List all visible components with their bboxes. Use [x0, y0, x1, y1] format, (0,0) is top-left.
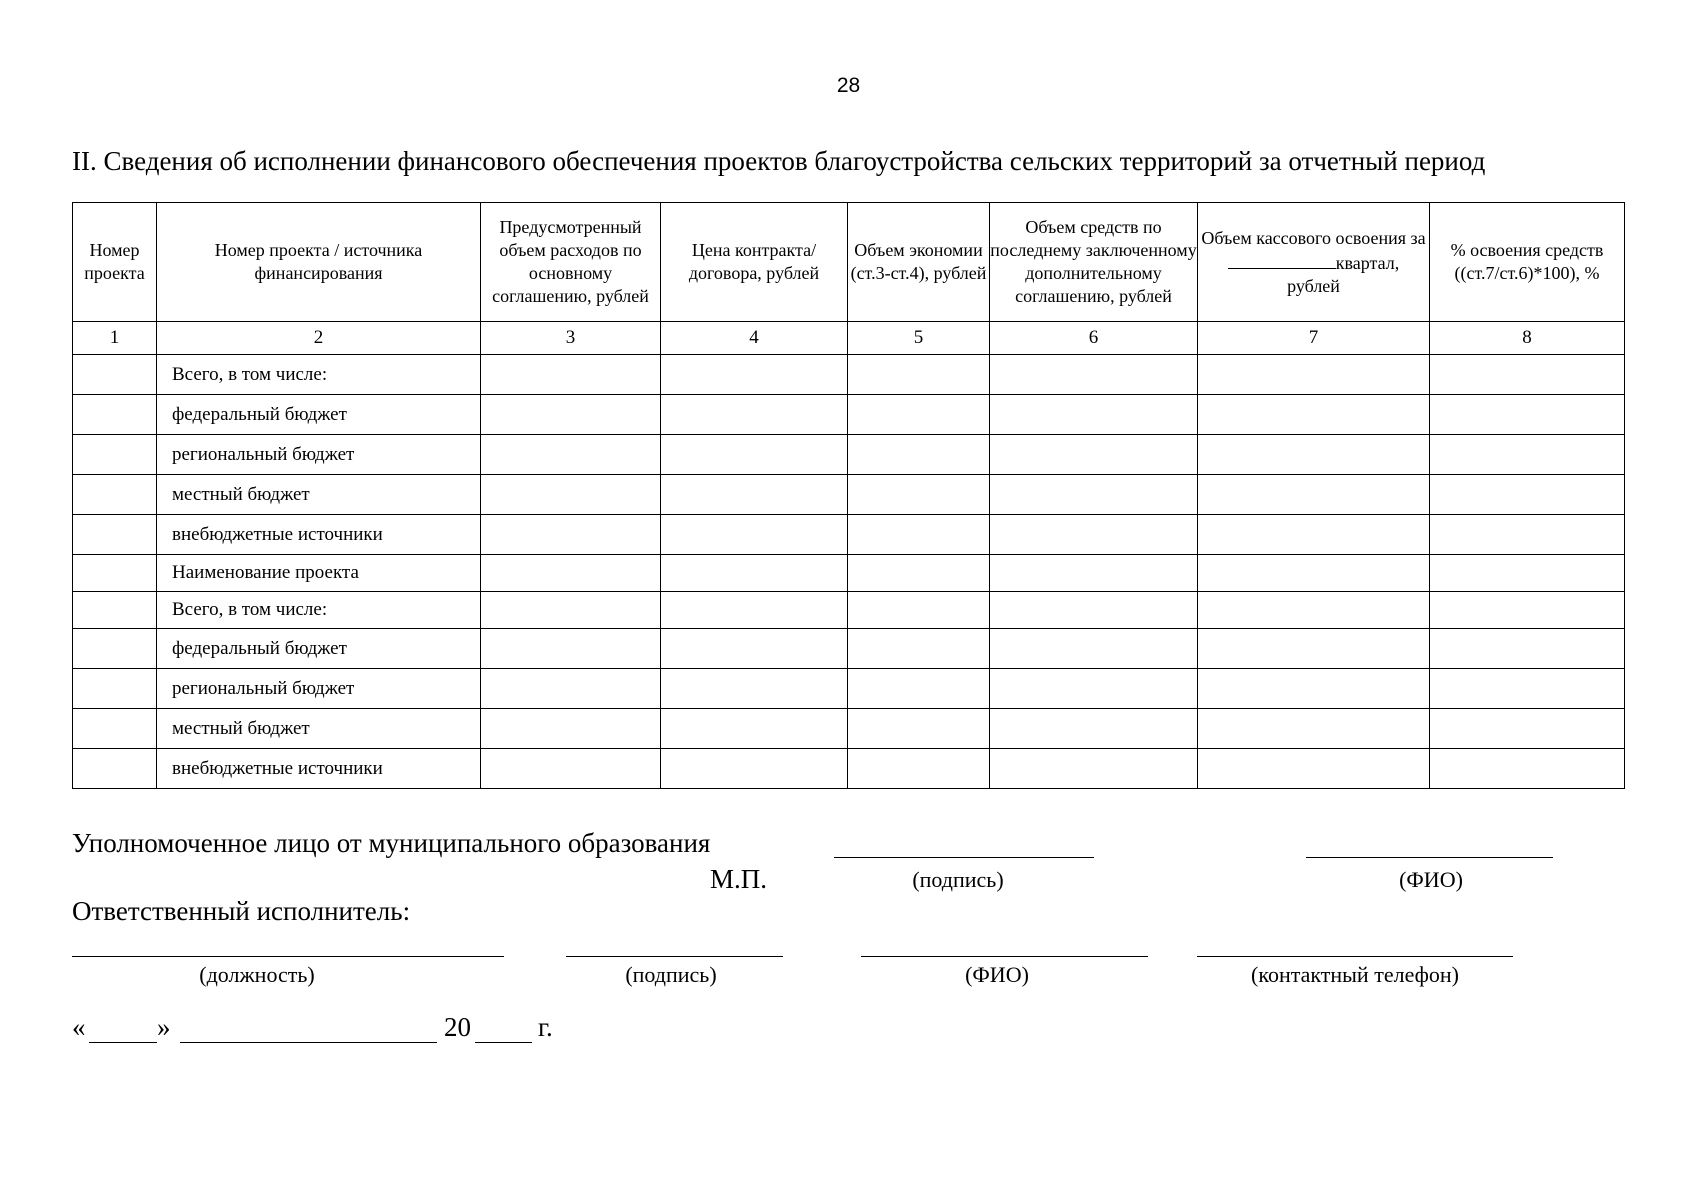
column-number: 1 — [73, 322, 157, 355]
value-cell[interactable] — [1198, 475, 1430, 515]
value-cell[interactable] — [481, 629, 661, 669]
value-cell[interactable] — [661, 395, 848, 435]
value-cell[interactable] — [661, 515, 848, 555]
value-cell[interactable] — [1198, 629, 1430, 669]
row-label: внебюджетные источники — [157, 749, 481, 789]
header-contract-price: Цена контракта/договора, рублей — [661, 203, 848, 322]
value-cell[interactable] — [848, 749, 990, 789]
column-number: 2 — [157, 322, 481, 355]
project-number-cell[interactable] — [73, 395, 157, 435]
project-number-cell[interactable] — [73, 749, 157, 789]
value-cell[interactable] — [1430, 709, 1625, 749]
value-cell[interactable] — [848, 555, 990, 592]
value-cell[interactable] — [990, 709, 1198, 749]
financial-report-table — [72, 202, 1625, 789]
value-cell[interactable] — [1198, 669, 1430, 709]
date-close-quote: » — [157, 1012, 171, 1042]
value-cell[interactable] — [1198, 355, 1430, 395]
name-caption: (ФИО) — [1399, 867, 1463, 892]
value-cell[interactable] — [1198, 395, 1430, 435]
table-header-row — [73, 203, 1625, 322]
value-cell[interactable] — [661, 555, 848, 592]
authorized-signature-line[interactable] — [834, 857, 1094, 858]
value-cell[interactable] — [481, 669, 661, 709]
table-row — [73, 515, 1625, 555]
executor-signature-caption: (подпись) — [625, 962, 717, 987]
header-planned-expenses: Предусмотренный объем расходов по основному соглашению, рублей — [481, 203, 661, 322]
position-line[interactable] — [72, 956, 504, 957]
value-cell[interactable] — [481, 749, 661, 789]
value-cell[interactable] — [1430, 435, 1625, 475]
row-label: федеральный бюджет — [157, 629, 481, 669]
value-cell[interactable] — [1198, 749, 1430, 789]
header-cash-execution-label: Объем кассового освоения за — [1201, 227, 1426, 248]
signature-caption: (подпись) — [912, 867, 1004, 892]
phone-line[interactable] — [1197, 956, 1513, 957]
value-cell[interactable] — [481, 395, 661, 435]
value-cell[interactable] — [848, 515, 990, 555]
row-label: местный бюджет — [157, 475, 481, 515]
value-cell[interactable] — [990, 355, 1198, 395]
executor-name-line[interactable] — [861, 956, 1148, 957]
value-cell[interactable] — [481, 435, 661, 475]
authorized-name-line[interactable] — [1306, 857, 1553, 858]
value-cell[interactable] — [848, 475, 990, 515]
header-project-number: Номер проекта — [73, 203, 157, 322]
value-cell[interactable] — [1430, 555, 1625, 592]
value-cell[interactable] — [661, 435, 848, 475]
value-cell[interactable] — [661, 749, 848, 789]
position-caption: (должность) — [199, 962, 315, 987]
column-number: 6 — [990, 322, 1198, 355]
header-savings: Объем экономии (ст.3-ст.4), рублей — [848, 203, 990, 322]
header-cash-execution-unit: рублей — [1287, 275, 1340, 296]
column-number: 4 — [661, 322, 848, 355]
table-row — [73, 435, 1625, 475]
column-number: 3 — [481, 322, 661, 355]
value-cell[interactable] — [1430, 515, 1625, 555]
value-cell[interactable] — [1198, 435, 1430, 475]
table-row — [73, 749, 1625, 789]
row-label: местный бюджет — [157, 709, 481, 749]
date-day-blank[interactable] — [89, 1042, 157, 1043]
authorized-person-label: Уполномоченное лицо от муниципального образования — [72, 828, 711, 858]
value-cell[interactable] — [848, 355, 990, 395]
table-row — [73, 555, 1625, 592]
column-number: 7 — [1198, 322, 1430, 355]
row-label: федеральный бюджет — [157, 395, 481, 435]
table-row — [73, 709, 1625, 749]
value-cell[interactable] — [1198, 592, 1430, 629]
value-cell[interactable] — [481, 555, 661, 592]
column-number: 8 — [1430, 322, 1625, 355]
value-cell[interactable] — [661, 669, 848, 709]
header-execution-percent: % освоения средств ((ст.7/ст.6)*100), % — [1430, 203, 1625, 322]
value-cell[interactable] — [990, 592, 1198, 629]
project-number-cell[interactable] — [73, 355, 157, 395]
table-row — [73, 592, 1625, 629]
phone-caption: (контактный телефон) — [1251, 962, 1459, 987]
value-cell[interactable] — [990, 555, 1198, 592]
quarter-blank[interactable] — [1228, 250, 1336, 269]
table-row — [73, 629, 1625, 669]
header-cash-execution — [1198, 203, 1430, 322]
value-cell[interactable] — [661, 355, 848, 395]
project-number-cell[interactable] — [73, 709, 157, 749]
value-cell[interactable] — [481, 475, 661, 515]
project-number-cell[interactable] — [73, 475, 157, 515]
value-cell[interactable] — [1430, 355, 1625, 395]
row-label: Всего, в том числе: — [157, 592, 481, 629]
project-number-cell[interactable] — [73, 435, 157, 475]
date-month-blank[interactable] — [180, 1042, 437, 1043]
value-cell[interactable] — [990, 395, 1198, 435]
column-number-row — [73, 322, 1625, 355]
value-cell[interactable] — [848, 709, 990, 749]
value-cell[interactable] — [481, 709, 661, 749]
value-cell[interactable] — [481, 515, 661, 555]
project-number-cell[interactable] — [73, 515, 157, 555]
header-funding-source: Номер проекта / источника финансирования — [157, 203, 481, 322]
value-cell[interactable] — [661, 629, 848, 669]
date-open-quote: « — [72, 1012, 86, 1042]
row-label: Наименование проекта — [157, 555, 481, 592]
row-label: Всего, в том числе: — [157, 355, 481, 395]
value-cell[interactable] — [1430, 395, 1625, 435]
date-year-suffix: г. — [538, 1012, 553, 1042]
value-cell[interactable] — [848, 435, 990, 475]
value-cell[interactable] — [848, 629, 990, 669]
value-cell[interactable] — [661, 709, 848, 749]
value-cell[interactable] — [1198, 555, 1430, 592]
value-cell[interactable] — [481, 355, 661, 395]
project-number-cell[interactable] — [73, 555, 157, 592]
project-number-cell[interactable] — [73, 629, 157, 669]
value-cell[interactable] — [990, 475, 1198, 515]
value-cell[interactable] — [661, 592, 848, 629]
project-number-cell[interactable] — [73, 669, 157, 709]
project-number-cell[interactable] — [73, 592, 157, 629]
stamp-label: М.П. — [710, 864, 768, 894]
executor-name-caption: (ФИО) — [965, 962, 1029, 987]
value-cell[interactable] — [1430, 475, 1625, 515]
value-cell[interactable] — [1430, 669, 1625, 709]
value-cell[interactable] — [848, 592, 990, 629]
executor-signature-line[interactable] — [566, 956, 783, 957]
value-cell[interactable] — [990, 515, 1198, 555]
value-cell[interactable] — [1198, 709, 1430, 749]
header-quarter-suffix: квартал, — [1335, 252, 1400, 273]
table-row — [73, 355, 1625, 395]
table-row — [73, 669, 1625, 709]
value-cell[interactable] — [990, 669, 1198, 709]
table-row — [73, 395, 1625, 435]
value-cell[interactable] — [1198, 515, 1430, 555]
value-cell[interactable] — [848, 395, 990, 435]
row-label: региональный бюджет — [157, 669, 481, 709]
value-cell[interactable] — [990, 749, 1198, 789]
row-label: региональный бюджет — [157, 435, 481, 475]
row-label: внебюджетные источники — [157, 515, 481, 555]
value-cell[interactable] — [1430, 592, 1625, 629]
section-title: II. Сведения об исполнении финансового обеспечения проектов благоустройства сельских территорий за отчетный период — [72, 146, 1486, 176]
value-cell[interactable] — [661, 475, 848, 515]
executor-label: Ответственный исполнитель: — [72, 896, 411, 926]
table-row — [73, 475, 1625, 515]
date-year-blank[interactable] — [475, 1042, 532, 1043]
value-cell[interactable] — [1430, 629, 1625, 669]
value-cell[interactable] — [990, 435, 1198, 475]
value-cell[interactable] — [990, 629, 1198, 669]
value-cell[interactable] — [848, 669, 990, 709]
page-number: 28 — [836, 74, 861, 97]
date-century: 20 — [444, 1012, 471, 1042]
column-number: 5 — [848, 322, 990, 355]
value-cell[interactable] — [481, 592, 661, 629]
value-cell[interactable] — [1430, 749, 1625, 789]
header-additional-agreement: Объем средств по последнему заключенному дополнительному соглашению, рублей — [990, 203, 1198, 322]
